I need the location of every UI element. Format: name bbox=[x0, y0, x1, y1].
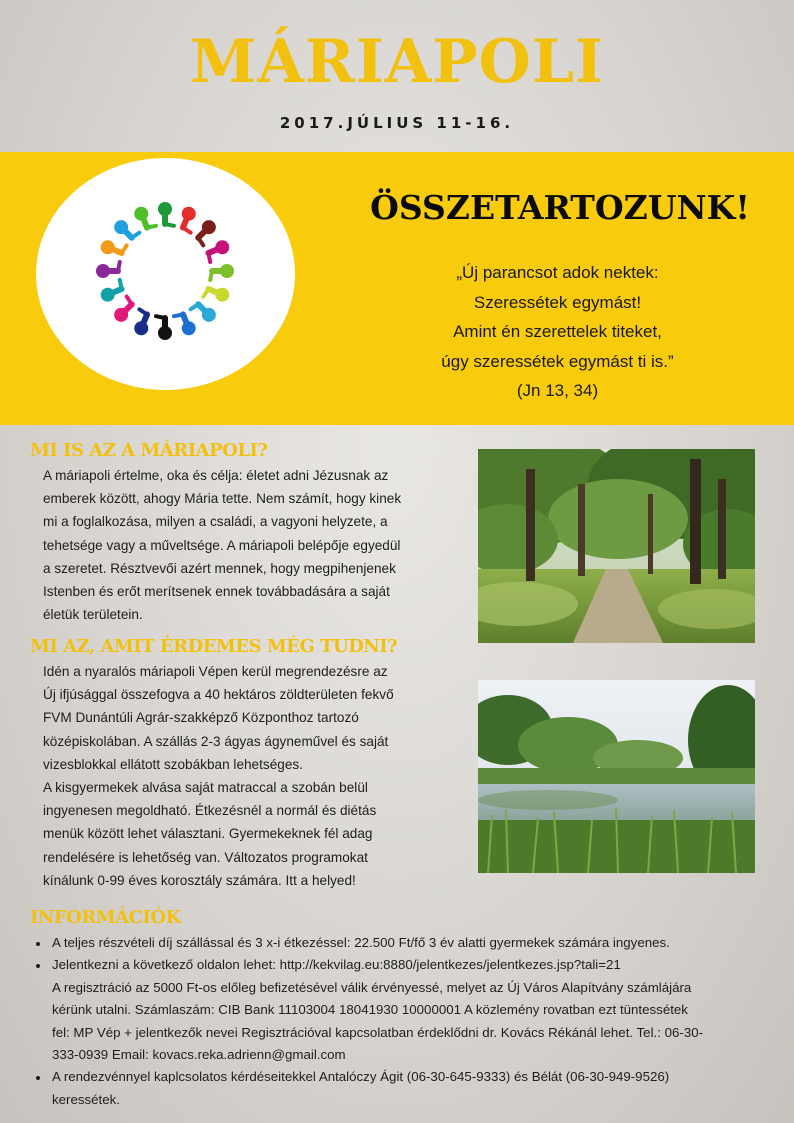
info-line: • Jelentkezni a következő oldalon lehet: http://kekvilag.eu:8880/jelentkezes/jelentkezes.jsp?tali=21 bbox=[52, 957, 621, 973]
info-item-registration bbox=[50, 954, 790, 1066]
info-line: 333-0939 Email: kovacs.reka.adrienn@gmail.com bbox=[52, 1047, 346, 1063]
person-figure bbox=[158, 202, 174, 226]
event-date: 2017.JÚLIUS 11-16. bbox=[279, 114, 515, 132]
quote-line: Amint én szerettelek titeket, bbox=[453, 322, 662, 341]
text-line: tehetsége vagy a műveltsége. A máriapoli belépője egyedül bbox=[43, 537, 401, 553]
text-line: kínálunk 0-99 éves korosztály számára. Itt a helyed! bbox=[43, 872, 356, 888]
person-arm bbox=[210, 271, 212, 280]
people-circle-icon bbox=[90, 196, 240, 346]
person-head bbox=[101, 240, 115, 254]
park-path-image bbox=[478, 449, 755, 643]
text-line: a szeretet. Résztvevői azért mennek, hogy megpihenjenek bbox=[43, 560, 396, 576]
person-figure bbox=[208, 240, 229, 262]
text-line: Istenben és erőt merítsenek ennek továbbadására a saját bbox=[43, 584, 390, 600]
person-arm bbox=[198, 238, 203, 246]
bible-quote bbox=[400, 258, 715, 406]
page-title: MÁRIAPOLI bbox=[189, 27, 605, 97]
text-line: emberek között, ahogy Mária tette. Nem számít, hogy kinek bbox=[43, 491, 402, 507]
person-figure bbox=[198, 220, 216, 245]
person-head bbox=[158, 202, 172, 216]
person-head bbox=[114, 308, 128, 322]
text-line: A máriapoli értelme, oka és célja: életet adni Jézusnak az bbox=[43, 468, 389, 483]
text-line: középiskolában. A szállás 2-3 ágyas ágyneművel és saját bbox=[43, 733, 389, 749]
text-line: vizesblokkal ellátott szobákban lehetséges. bbox=[43, 756, 303, 772]
person-head bbox=[158, 326, 172, 340]
person-figure bbox=[203, 288, 229, 302]
info-list bbox=[32, 932, 790, 1111]
person-head bbox=[202, 220, 216, 234]
quote-reference: (Jn 13, 34) bbox=[516, 381, 599, 400]
person-arm bbox=[156, 316, 165, 318]
person-figure bbox=[182, 207, 196, 233]
person-head bbox=[215, 288, 229, 302]
info-line: kérünk utalni. Számlaszám: CIB Bank 11103004 18041930 10000001 A közlemény rovatban ezt tüntessétek bbox=[52, 1002, 688, 1018]
person-head bbox=[202, 308, 216, 322]
person-arm bbox=[139, 309, 147, 314]
info-item-price bbox=[50, 932, 790, 954]
person-head bbox=[101, 288, 115, 302]
person-figure bbox=[96, 262, 120, 278]
person-figure bbox=[134, 309, 148, 335]
person-arm bbox=[208, 253, 210, 262]
quote-line: úgy szeressétek egymást ti is.” bbox=[441, 351, 674, 371]
section-text-more-info bbox=[43, 660, 463, 892]
text-line: Idén a nyaralós máriapoli Vépen kerül megrendezésre az bbox=[43, 664, 388, 679]
info-item-contacts bbox=[50, 1066, 790, 1111]
person-head bbox=[215, 240, 229, 254]
person-head bbox=[220, 264, 234, 278]
person-arm bbox=[127, 297, 132, 305]
person-figure bbox=[191, 304, 216, 322]
person-figure bbox=[210, 264, 234, 280]
lake-image bbox=[478, 680, 755, 873]
park-path-photo bbox=[478, 449, 755, 643]
slogan: ÖSSZETARTOZUNK! bbox=[370, 188, 750, 227]
text-line: ingyenesen megoldható. Étkezésnél a normál és diétás bbox=[43, 803, 377, 819]
section-heading-info: INFORMÁCIÓK bbox=[30, 907, 181, 928]
person-figure bbox=[114, 220, 139, 238]
quote-line: Szeressétek egymást! bbox=[473, 292, 642, 312]
person-head bbox=[134, 207, 148, 221]
person-head bbox=[114, 220, 128, 234]
section-heading-what-is: MI IS AZ A MÁRIAPOLI? bbox=[30, 440, 268, 461]
person-figure bbox=[134, 207, 156, 228]
logo-circle bbox=[36, 158, 295, 390]
person-head bbox=[182, 207, 196, 221]
person-arm bbox=[122, 245, 127, 253]
person-arm bbox=[191, 304, 199, 309]
person-arm bbox=[120, 280, 122, 289]
info-line: A regisztráció az 5000 Ft-os előleg befizetésével válik érvényessé, melyet az Új Város Alapítvány számlájára bbox=[52, 979, 692, 995]
text-line: FVM Dunántúli Agrár-szakképző Központhoz tartozó bbox=[43, 710, 359, 726]
lake-photo bbox=[478, 680, 755, 873]
person-head bbox=[134, 321, 148, 335]
person-head bbox=[96, 264, 110, 278]
text-line: rendelésére is lehetőség van. Változatos programokat bbox=[43, 849, 368, 865]
person-arm bbox=[165, 224, 174, 226]
person-arm bbox=[132, 233, 140, 238]
person-arm bbox=[183, 228, 191, 233]
person-figure bbox=[174, 314, 196, 335]
info-line: • A teljes részvételi díj szállással és 3 x-i étkezéssel: 22.500 Ft/fő 3 év alatti gyermekek számára ingyenes. bbox=[52, 935, 670, 950]
quote-line: „Új parancsot adok nektek: bbox=[456, 263, 659, 282]
info-line: fel: MP Vép + jelentkezők nevei Regisztrációval kapcsolatban érdeklődni dr. Kovács Rékánál lehet. Tel.: 06-30- bbox=[52, 1024, 704, 1040]
text-line: mi a foglalkozása, milyen a családi, a vagyoni helyzete, a bbox=[43, 514, 388, 530]
person-arm bbox=[203, 289, 208, 297]
info-line: keressétek. bbox=[52, 1091, 120, 1107]
person-figure bbox=[101, 280, 122, 302]
person-figure bbox=[101, 240, 127, 254]
text-line: A kisgyermekek alvása saját matraccal a szobán belül bbox=[43, 780, 368, 796]
person-arm bbox=[147, 226, 156, 228]
person-figure bbox=[114, 297, 132, 322]
person-head bbox=[182, 321, 196, 335]
person-arm bbox=[118, 262, 120, 271]
section-text-what-is bbox=[43, 464, 463, 626]
text-line: életük területein. bbox=[43, 607, 143, 623]
text-line: Új ifjúsággal összefogva a 40 hektáros zöldterületen fekvő bbox=[43, 687, 394, 703]
person-figure bbox=[156, 316, 172, 340]
section-heading-more-info: MI AZ, AMIT ÉRDEMES MÉG TUDNI? bbox=[30, 636, 398, 657]
text-line: menük között lehet választani. Gyermekeknek fél adag bbox=[43, 826, 373, 842]
person-arm bbox=[174, 314, 183, 316]
info-line: • A rendezvénnyel kaplcsolatos kérdéseitekkel Antalóczy Ágit (06-30-645-9333) és Bélát (06-30-949-9526) bbox=[52, 1069, 670, 1085]
